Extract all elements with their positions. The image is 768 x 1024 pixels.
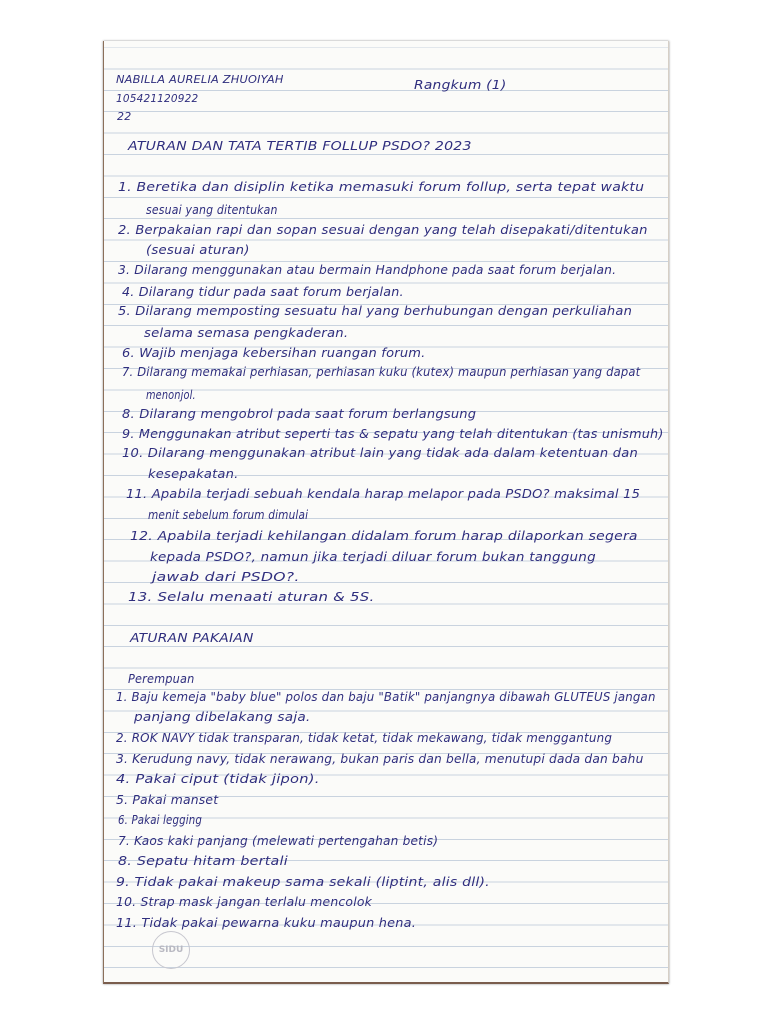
- rule-4-line: 4. Dilarang tidur pada saat forum berjalan.: [122, 284, 404, 299]
- rule-10-line: kesepakatan.: [148, 466, 239, 481]
- rule-1-line: 1. Beretika dan disiplin ketika memasuki forum follup, serta tepat waktu: [118, 179, 645, 194]
- rule-5-line: 5. Dilarang memposting sesuatu hal yang berhubungan dengan perkuliahan: [118, 303, 633, 318]
- perempuan-item-5-line: 5. Pakai manset: [116, 792, 219, 807]
- rule-3-line: 3. Dilarang menggunakan atau bermain Handphone pada saat forum berjalan.: [118, 262, 617, 277]
- rule-9-line: 9. Menggunakan atribut seperti tas & sepatu yang telah ditentukan (tas unismuh): [122, 426, 664, 441]
- rule-12-line: jawab dari PSDO?.: [152, 569, 300, 584]
- rule-6-line: 6. Wajib menjaga kebersihan ruangan forum.: [122, 345, 426, 360]
- rule-2-line: 2. Berpakaian rapi dan sopan sesuai dengan yang telah disepakati/ditentukan: [118, 222, 648, 237]
- rule-7-line: 7. Dilarang memakai perhiasan, perhiasan kuku (kutex) maupun perhiasan yang dapat: [122, 364, 641, 379]
- rule-2-line: (sesuai aturan): [146, 242, 250, 257]
- perempuan-item-1-line: 1. Baju kemeja "baby blue" polos dan baju "Batik" panjangnya dibawah GLUTEUS jangan: [116, 689, 656, 704]
- section-title-aturan-pakaian: ATURAN PAKAIAN: [130, 630, 254, 645]
- rule-10-line: 10. Dilarang menggunakan atribut lain yang tidak ada dalam ketentuan dan: [122, 445, 638, 460]
- rule-1-line: sesuai yang ditentukan: [146, 202, 278, 217]
- perempuan-item-8-line: 8. Sepatu hitam bertali: [118, 853, 288, 868]
- rule-11-line: 11. Apabila terjadi sebuah kendala harap melapor pada PSDO? maksimal 15: [126, 486, 641, 501]
- rule-12-line: 12. Apabila terjadi kehilangan didalam forum harap dilaporkan segera: [130, 528, 638, 543]
- perempuan-item-3-line: 3. Kerudung navy, tidak nerawang, bukan paris dan bella, menutupi dada dan bahu: [116, 751, 644, 766]
- class-number: 22: [117, 110, 132, 123]
- rule-8-line: 8. Dilarang mengobrol pada saat forum berlangsung: [122, 406, 477, 421]
- perempuan-item-4-line: 4. Pakai ciput (tidak jipon).: [116, 771, 320, 786]
- rule-13-line: 13. Selalu menaati aturan & 5S.: [128, 589, 375, 604]
- perempuan-item-1-line: panjang dibelakang saja.: [134, 709, 311, 724]
- notebook-page: [103, 41, 669, 984]
- sidu-watermark-logo: [152, 931, 190, 969]
- section-title-perempuan: Perempuan: [128, 671, 195, 686]
- rule-7-line: menonjol.: [146, 387, 196, 402]
- sidu-logo-text: SIDU: [158, 945, 184, 955]
- perempuan-item-11-line: 11. Tidak pakai pewarna kuku maupun hena.: [116, 915, 417, 930]
- rule-11-line: menit sebelum forum dimulai: [148, 507, 309, 522]
- perempuan-item-7-line: 7. Kaos kaki panjang (melewati pertengahan betis): [118, 833, 439, 848]
- rangkuman-label: Rangkum (1): [414, 77, 507, 92]
- rule-12-line: kepada PSDO?, namun jika terjadi diluar forum bukan tanggung: [150, 549, 596, 564]
- rule-5-line: selama semasa pengkaderan.: [144, 325, 349, 340]
- perempuan-item-10-line: 10. Strap mask jangan terlalu mencolok: [116, 894, 373, 909]
- perempuan-item-2-line: 2. ROK NAVY tidak transparan, tidak ketat, tidak mekawang, tidak menggantung: [116, 730, 613, 745]
- page-title: ATURAN DAN TATA TERTIB FOLLUP PSDO? 2023: [128, 138, 472, 153]
- student-number: 105421120922: [116, 92, 199, 105]
- perempuan-item-9-line: 9. Tidak pakai makeup sama sekali (liptint, alis dll).: [116, 874, 490, 889]
- perempuan-item-6-line: 6. Pakai legging: [118, 812, 203, 827]
- student-name: NABILLA AURELIA ZHUOIYAH: [116, 73, 284, 86]
